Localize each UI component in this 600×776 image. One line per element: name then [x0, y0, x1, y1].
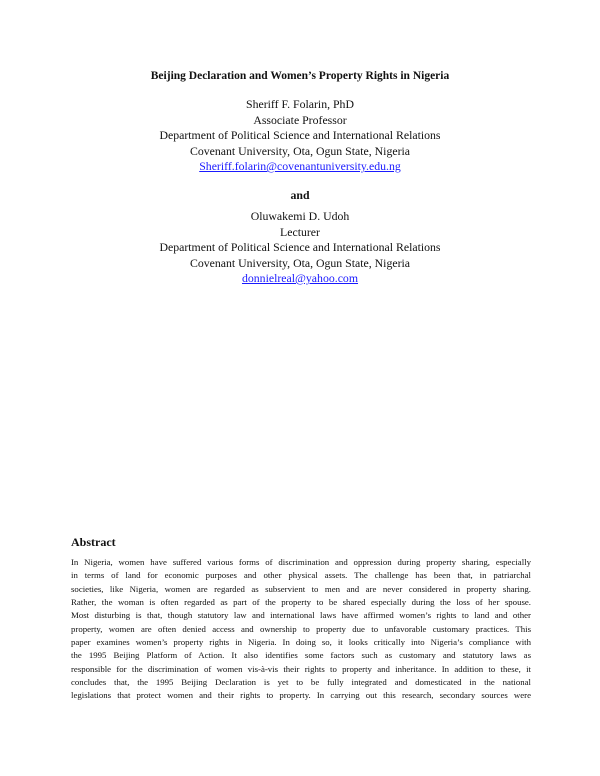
paper-title: Beijing Declaration and Women’s Property Rights in Nigeria	[150, 70, 450, 82]
abstract-line: societies, like Nigeria, women are regarded as subservient to men and are never considered in property sharing.	[71, 583, 531, 594]
abstract-line: the 1995 Beijing Platform of Action. It also identifies some factors such as customary and statutory laws as	[71, 650, 531, 661]
author-department: Department of Political Science and International Relations	[159, 128, 441, 142]
abstract-heading: Abstract	[71, 535, 116, 549]
author-institution: Covenant University, Ota, Ogun State, Nigeria	[189, 143, 411, 158]
author-institution: Covenant University, Ota, Ogun State, Nigeria	[189, 255, 411, 270]
author-department: Department of Political Science and International Relations	[159, 240, 441, 254]
author-position: Associate Professor	[253, 112, 347, 127]
author-block-1	[0, 97, 600, 175]
author-conjunction: and	[290, 188, 310, 202]
author-name: Sheriff F. Folarin, PhD	[246, 97, 354, 111]
abstract-line: legislations that protect women and their rights to property. In carrying out this research, secondary sources were	[71, 690, 531, 701]
author-name: Oluwakemi D. Udoh	[250, 209, 350, 223]
abstract-line: responsible for the discrimination of women vis-à-vis their rights to property and inheritance. In addition to these, it	[71, 663, 531, 674]
author-block-2	[0, 209, 600, 287]
author-email-link[interactable]: Sheriff.folarin@covenantuniversity.edu.ng	[199, 159, 401, 173]
abstract-line: In Nigeria, women have suffered various forms of discrimination and oppression during property sharing, especially	[71, 557, 531, 567]
abstract-line: in terms of land for economic purposes and other physical assets. The challenge has been that, in patriarchal	[71, 570, 531, 581]
abstract-line: Most disturbing is that, though statutory law and international laws have affirmed women’s rights to land and other	[71, 610, 531, 621]
abstract-line: property, women are often denied access and ownership to property due to unfavorable customary practices. This	[71, 623, 531, 634]
author-email-link[interactable]: donnielreal@yahoo.com	[241, 271, 359, 285]
abstract-body	[71, 556, 531, 703]
abstract-line: concludes that, the 1995 Beijing Declaration is yet to be fully integrated and domesticated in the national	[71, 677, 531, 688]
abstract-line: paper examines women’s property rights in Nigeria. In doing so, it looks critically into Nigeria’s compliance with	[71, 637, 531, 648]
author-position: Lecturer	[280, 224, 320, 239]
abstract-line: Rather, the woman is often regarded as part of the property to be shared especially during the loss of her spouse.	[71, 597, 531, 608]
